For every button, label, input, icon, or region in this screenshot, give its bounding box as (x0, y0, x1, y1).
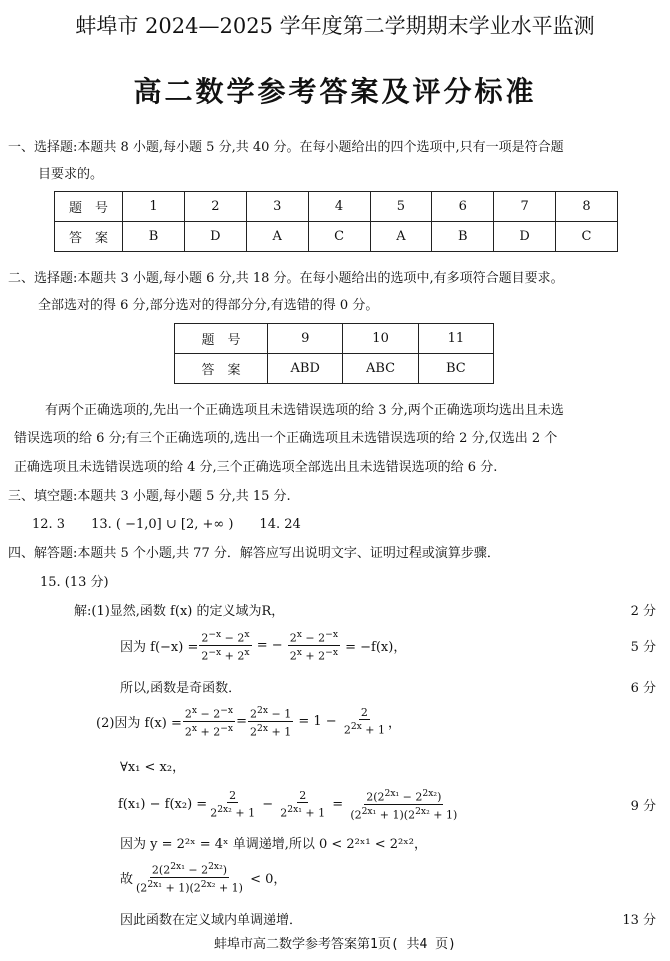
table-cell: 1 (123, 192, 185, 222)
solution-step-4: (2)因为 f(x) = $\frac{2^x - 2^{-x}}{2^x + 2^{-x}}$ = $\frac{2^{2x} - 1}{2^{2x} + 1}$ = 1 − $\frac{2}{2^{2x} + 1}$ ， (96, 705, 402, 739)
table-cell: ABD (268, 354, 343, 384)
table-cell: 2 (184, 192, 246, 222)
page-title: 高二数学参考答案及评分标准 (133, 75, 537, 108)
scoring-note-2: 错误选项的给 6 分;有三个正确选项的,选出一个正确选项且未选错误选项的给 2 分,仅选出 2 个 (14, 431, 558, 446)
table-row (175, 354, 494, 384)
table-cell: 5 (370, 192, 432, 222)
fraction: $\frac{2}{2^{2x} + 1}$ (343, 705, 386, 737)
step-6-prefix: f(x₁) − f(x₂) = (118, 796, 208, 812)
solution-step-7: 因为 y = 2²ˣ = 4ˣ 单调递增,所以 0 < 2²ˣ¹ < 2²ˣ²， (120, 837, 427, 852)
solution-step-6: f(x₁) − f(x₂) = $\frac{2}{2^{2x_2} + 1}$ − $\frac{2}{2^{2x_1} + 1}$ = $\frac{2(2^{2x_1} - 2^{2x_2})}{(2^{2x_1} + 1)(2^{2x_2} + 1)}$ (118, 788, 458, 822)
fraction: $\frac{2}{2^{2x_2} + 1}$ (210, 788, 256, 820)
score-mark: 5 分 (630, 640, 656, 655)
section1-line2: 目要求的。 (38, 167, 104, 182)
exam-header: 蚌埠市 2024—2025 学年度第二学期期末学业水平监测 (75, 14, 595, 38)
table-cell: BC (418, 354, 493, 384)
score-mark: 2 分 (630, 604, 656, 619)
page-footer: 蚌埠市高二数学参考答案第1页( 共4 页) (214, 937, 456, 952)
fraction: $\frac{2}{2^{2x_1} + 1}$ (280, 788, 326, 820)
table-row (175, 324, 494, 354)
table-cell: 4 (308, 192, 370, 222)
table-cell: D (184, 222, 246, 252)
table-cell: 10 (343, 324, 418, 354)
table-cell: A (370, 222, 432, 252)
section4-line1: 四、解答题:本题共 5 个小题,共 77 分．解答应写出说明文字、证明过程或演算步骤． (8, 546, 500, 561)
fraction: $\frac{2^{-x} - 2^x}{2^{-x} + 2^x}$ (201, 629, 250, 663)
solution-step-8: 故 $\frac{2(2^{2x_1} - 2^{2x_2})}{(2^{2x_1} + 1)(2^{2x_2} + 1)}$ < 0， (120, 861, 287, 895)
table-cell: 9 (268, 324, 343, 354)
step-4-prefix: (2)因为 f(x) = (96, 715, 182, 731)
table-cell: C (556, 222, 618, 252)
score-mark: 13 分 (622, 913, 656, 928)
fraction: $\frac{2^x - 2^{-x}}{2^x + 2^{-x}}$ (184, 705, 234, 739)
solution-step-1: 解:(1)显然,函数 f(x) 的定义域为R， (74, 604, 285, 619)
solution-step-5: ∀x₁ < x₂， (120, 760, 186, 775)
table-cell: 11 (418, 324, 493, 354)
table-cell: C (308, 222, 370, 252)
answer-table-1 (54, 191, 618, 252)
solution-step-2: 因为 f(−x) = $\frac{2^{-x} - 2^x}{2^{-x} + 2^x}$ = − $\frac{2^x - 2^{-x}}{2^x + 2^{-x}}$ = −f(x)， (120, 629, 407, 663)
answer-table-2 (174, 323, 494, 384)
table-cell: A (246, 222, 308, 252)
table-cell: B (432, 222, 494, 252)
question-15-heading: 15. (13 分) (40, 575, 109, 590)
table-cell: 8 (556, 192, 618, 222)
scoring-note-3: 正确选项且未选错误选项的给 4 分,三个正确选项全部选出且未选错误选项的给 6 分. (14, 460, 498, 475)
table-cell: B (123, 222, 185, 252)
section2-line2: 全部选对的得 6 分,部分选对的得部分分,有选错的得 0 分。 (38, 298, 379, 313)
fraction: $\frac{2^{2x} - 1}{2^{2x} + 1}$ (250, 705, 292, 739)
table-cell: ABC (343, 354, 418, 384)
table-cell: D (494, 222, 556, 252)
step-8-prefix: 故 (120, 871, 134, 887)
score-mark: 9 分 (630, 799, 656, 814)
step-2-prefix: 因为 f(−x) = (120, 639, 199, 655)
section1-line1: 一、选择题:本题共 8 小题,每小题 5 分,共 40 分。在每小题给出的四个选项中,只有一项是符合题 (8, 140, 564, 155)
table-row (55, 222, 618, 252)
table-cell: 3 (246, 192, 308, 222)
fill-blank-answers: 12. 3 13. ( −1,0] ∪ [2, +∞ ) 14. 24 (32, 517, 301, 532)
score-mark: 6 分 (630, 681, 656, 696)
row-label: 题 号 (55, 192, 123, 222)
solution-step-3: 所以,函数是奇函数． (120, 681, 242, 696)
table-cell: 7 (494, 192, 556, 222)
table-row (55, 192, 618, 222)
section3-line1: 三、填空题:本题共 3 小题,每小题 5 分,共 15 分. (8, 489, 291, 504)
section2-line1: 二、选择题:本题共 3 小题,每小题 6 分,共 18 分。在每小题给出的选项中,有多项符合题目要求。 (8, 271, 564, 286)
scoring-note-1: 有两个正确选项的,先出一个正确选项且未选错误选项的给 3 分,两个正确选项均选出且未选 (45, 403, 564, 418)
table-cell: 6 (432, 192, 494, 222)
solution-step-9: 因此函数在定义域内单调递增． (120, 913, 303, 928)
fraction: $\frac{2(2^{2x_1} - 2^{2x_2})}{(2^{2x_1} + 1)(2^{2x_2} + 1)}$ (350, 788, 458, 822)
fraction: $\frac{2^x - 2^{-x}}{2^x + 2^{-x}}$ (289, 629, 338, 663)
answer-label: 答 案 (175, 354, 268, 384)
fraction: $\frac{2(2^{2x_1} - 2^{2x_2})}{(2^{2x_1} + 1)(2^{2x_2} + 1)}$ (136, 861, 243, 895)
row-label: 题 号 (175, 324, 268, 354)
answer-label: 答 案 (55, 222, 123, 252)
